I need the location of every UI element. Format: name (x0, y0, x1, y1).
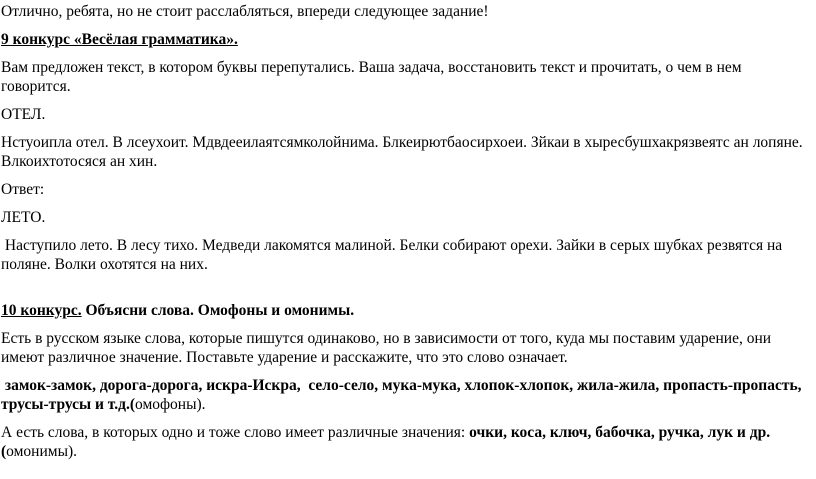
document-page (0, 2, 816, 479)
homophones-label: омофоны). (135, 396, 206, 413)
scrambled-title: ОТЕЛ. (1, 106, 46, 123)
homophones-list (1, 376, 806, 414)
homonyms-label: омонимы). (6, 443, 78, 460)
answer-text: Наступило лето. В лесу тихо. Медведи лакомятся малиной. Белки собирают орехи. Зайки в серых шубках резвятся на поляне. Волки охотятся на них. (1, 237, 787, 273)
homonyms-list (1, 423, 806, 461)
answer-label: Ответ: (1, 181, 45, 198)
contest-10-heading-title: Объясни слова. Омофоны и омонимы. (81, 302, 355, 319)
scrambled-text: Нстуоипла отел. В лсеухоит. Мдвдееилаятсямколойнима. Блкеирютбаосирхоеи. Зйкаи в хыресбушхакрязвеятс ан лопяне. Влкоихтотосяся ан хин. (1, 134, 803, 170)
answer-title: ЛЕТО. (1, 209, 46, 226)
contest-9-instruction: Вам предложен текст, в котором буквы перепутались. Ваша задача, восстановить текст и прочитать, о чем в нем говорится. (1, 59, 742, 95)
homonyms-words: очки, коса, ключ, бабочка, ручка, лук и др.( (1, 424, 771, 460)
homophones-words: замок-замок, дорога-дорога, искра-Искра, село-село, мука-мука, хлопок-хлопок, жила-жила, пропасть-пропасть, трусы-трусы и т.д.( (1, 377, 806, 413)
contest-9-heading: 9 конкурс «Весёлая грамматика». (1, 31, 238, 48)
contest-10-heading-number: 10 конкурс. (1, 302, 82, 319)
intro-text: Отлично, ребята, но не стоит расслабляться, впереди следующее задание! (1, 3, 489, 20)
homonyms-intro: А есть слова, в которых одно и тоже слово имеет различные значения: (1, 424, 470, 441)
contest-10-heading (1, 301, 806, 320)
contest-10-instruction: Есть в русском языке слова, которые пишутся одинаково, но в зависимости от того, куда мы поставим ударение, они имеют различное значение. Поставьте ударение и расскажите, что это слово означает. (1, 330, 772, 366)
